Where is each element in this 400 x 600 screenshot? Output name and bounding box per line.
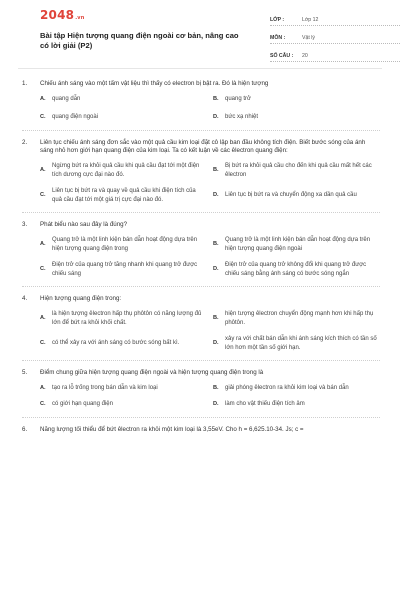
- question-3: [22, 221, 380, 278]
- answer-option-d[interactable]: [213, 400, 380, 409]
- answer-option-c[interactable]: [40, 400, 207, 409]
- question-text: Chiếu ánh sáng vào một tấm vật liệu thì thấy có electron bị bật ra. Đó là hiện tượng: [40, 80, 269, 87]
- question-number: 1.: [22, 80, 28, 87]
- question-number: 3.: [22, 221, 28, 229]
- question-6: [22, 426, 380, 435]
- document-title: Bài tập Hiện tượng quang điện ngoài cơ bản, nâng cao có lời giải (P2): [40, 31, 239, 50]
- logo-suffix: .vn: [75, 15, 85, 21]
- question-divider: [22, 417, 380, 418]
- answer-option-b[interactable]: [213, 384, 380, 393]
- option-letter: D.: [213, 192, 219, 199]
- question-divider: [22, 130, 380, 131]
- answer-option-c[interactable]: [40, 113, 207, 122]
- answer-option-a[interactable]: [40, 384, 207, 393]
- option-text: Ngừng bứt ra khỏi quả cầu khi quả cầu đạt tới một điện tích dương cực đại nào đó.: [52, 162, 200, 178]
- option-text: Liên tục bị bứt ra và chuyển động xa dần quả cầu: [225, 192, 357, 199]
- question-divider: [22, 286, 380, 287]
- answer-option-d[interactable]: [213, 187, 380, 204]
- document-meta: [270, 11, 400, 65]
- option-text: giải phóng êlectron ra khỏi kim loại và bán dẫn: [225, 384, 349, 391]
- answer-option-a[interactable]: [40, 236, 207, 253]
- answer-option-c[interactable]: [40, 261, 207, 278]
- option-letter: C.: [40, 114, 46, 121]
- question-text: Phát biểu nào sau đây là đúng?: [40, 221, 128, 229]
- option-text: có giới hạn quang điện: [52, 401, 113, 408]
- question-number: 6.: [22, 426, 28, 434]
- option-letter: C.: [40, 340, 46, 347]
- answer-option-c[interactable]: [40, 187, 207, 204]
- meta-value: 20: [302, 53, 308, 59]
- answer-option-b[interactable]: [213, 95, 380, 104]
- question-1: [22, 80, 380, 122]
- question-stem: [22, 426, 380, 435]
- answer-options: [40, 310, 380, 352]
- answer-option-d[interactable]: [213, 261, 380, 278]
- option-letter: B.: [213, 315, 219, 322]
- answer-option-b[interactable]: [213, 162, 380, 179]
- meta-key: MÔN :: [270, 35, 286, 41]
- question-stem: [22, 221, 380, 230]
- answer-option-d[interactable]: [213, 113, 380, 122]
- answer-option-c[interactable]: [40, 335, 207, 352]
- question-text: Điểm chung giữa hiện tượng quang điện ngoài và hiện tượng quang điện trong là: [40, 369, 264, 377]
- option-text: Quang trở là một linh kiện bán dẫn hoạt động dựa trên hiện tượng quang điện trong: [52, 236, 198, 252]
- option-letter: A.: [40, 315, 46, 322]
- question-5: [22, 369, 380, 409]
- question-stem: [22, 139, 380, 156]
- option-letter: A.: [40, 384, 46, 391]
- question-4: [22, 295, 380, 352]
- meta-row-count: [270, 47, 400, 62]
- option-text: quang trở: [225, 95, 251, 102]
- meta-key: LỚP :: [270, 17, 285, 23]
- option-letter: C.: [40, 401, 46, 408]
- option-text: Điện trở của quang trở không đổi khi quang trở được chiếu sáng bằng ánh sáng có bước sóng ngắn: [225, 262, 367, 277]
- header-divider: [18, 68, 382, 69]
- meta-row-class: [270, 11, 400, 26]
- option-letter: D.: [213, 114, 219, 121]
- answer-option-a[interactable]: [40, 162, 207, 179]
- answer-options: [40, 162, 380, 204]
- answer-options: [40, 236, 380, 278]
- question-number: 2.: [22, 138, 28, 146]
- option-text: có thể xảy ra với ánh sáng có bước sóng bất kì.: [52, 340, 180, 347]
- option-letter: B.: [213, 95, 219, 102]
- option-text: tạo ra lỗ trống trong bán dẫn và kim loại: [52, 384, 158, 391]
- meta-value: Vật lý: [302, 35, 315, 41]
- answer-options: [40, 384, 380, 409]
- option-letter: D.: [213, 340, 219, 347]
- question-number: 5.: [22, 369, 28, 377]
- option-text: Quang trở là một linh kiện bán dẫn hoạt động dựa trên hiện tượng quang điện ngoài: [225, 236, 371, 252]
- option-letter: A.: [40, 167, 46, 174]
- option-text: làm cho vật thiếu điện tích âm: [225, 401, 305, 408]
- question-number: 4.: [22, 295, 28, 303]
- option-text: quang dẫn: [52, 95, 81, 102]
- meta-value: Lớp 12: [302, 17, 319, 23]
- question-text: Liên tục chiếu ánh sáng đơn sắc vào một quả cầu kim loại đặt cô lập ban đầu không tích điện. Biết bước sóng của ánh sáng nhỏ hơn giới hạn quang điện của kim loại. Ta có kết luận về các êlectron quang điện:: [40, 138, 366, 155]
- meta-key: SỐ CÂU :: [270, 53, 294, 59]
- question-text: Hiện tượng quang điện trong:: [40, 295, 122, 303]
- question-divider: [22, 212, 380, 213]
- option-letter: B.: [213, 241, 219, 248]
- answer-option-d[interactable]: [213, 335, 380, 352]
- logo-text: 2048: [40, 8, 75, 22]
- option-letter: D.: [213, 401, 219, 408]
- option-letter: C.: [40, 266, 46, 273]
- answer-option-a[interactable]: [40, 310, 207, 327]
- question-2: [22, 139, 380, 205]
- answer-options: [40, 95, 380, 122]
- question-text: Năng lượng tối thiểu để bứt êlectron ra khỏi một kim loại là 3,55eV. Cho h = 6,625.10-34. Js; c =: [40, 426, 304, 434]
- option-text: là hiện tượng êlectron hấp thụ phôtôn có năng lượng đủ lớn để bứt ra khỏi khối chất.: [52, 310, 202, 326]
- question-divider: [22, 360, 380, 361]
- option-letter: B.: [213, 167, 219, 174]
- option-text: quang điện ngoài: [52, 114, 99, 121]
- site-logo[interactable]: [40, 8, 85, 22]
- option-text: Điện trở của quang trở tăng nhanh khi quang trở được chiếu sáng: [52, 262, 198, 277]
- meta-row-subject: [270, 29, 400, 44]
- question-stem: [22, 295, 380, 304]
- option-text: hiện tượng êlectron chuyển động mạnh hơn khi hấp thụ phôtôn.: [225, 310, 374, 326]
- option-letter: A.: [40, 95, 46, 102]
- question-list: [22, 80, 380, 435]
- question-stem: [22, 80, 380, 89]
- option-letter: B.: [213, 384, 219, 391]
- option-text: Liên tục bị bứt ra và quay về quả cầu khi điện tích của quả cầu đạt tới một giá trị cực đại nào đó.: [52, 188, 196, 203]
- option-letter: C.: [40, 192, 46, 199]
- option-text: bức xạ nhiệt: [225, 114, 259, 121]
- option-letter: D.: [213, 266, 219, 273]
- answer-option-b[interactable]: [213, 236, 380, 253]
- question-stem: [22, 369, 380, 378]
- answer-option-b[interactable]: [213, 310, 380, 327]
- answer-option-a[interactable]: [40, 95, 207, 104]
- document-header: [18, 0, 382, 64]
- option-text: Bị bứt ra khỏi quả cầu cho đến khi quả cầu mất hết các êlectron: [225, 162, 372, 178]
- option-letter: A.: [40, 241, 46, 248]
- option-text: xảy ra với chất bán dẫn khi ánh sáng kích thích có tần số lớn hơn một tần số giới hạn.: [225, 336, 377, 351]
